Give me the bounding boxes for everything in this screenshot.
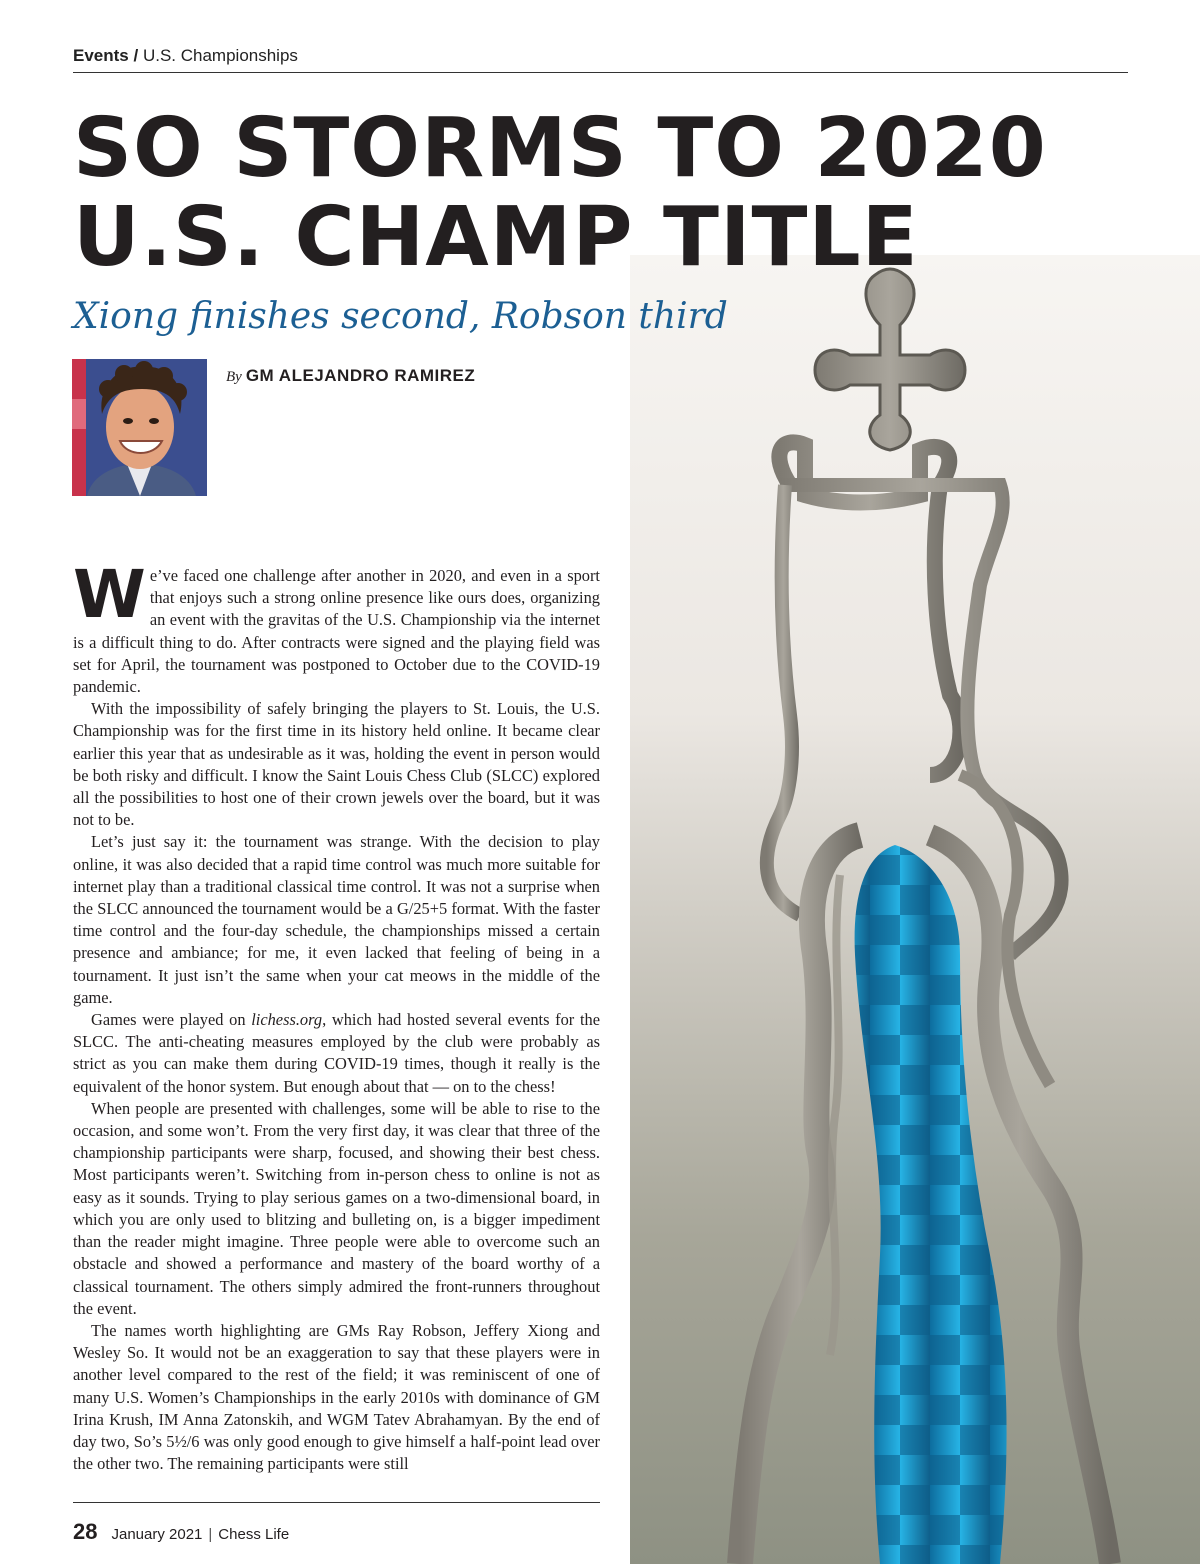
- author-photo: [72, 359, 207, 496]
- paragraph-4: [73, 1009, 600, 1098]
- magazine-name: Chess Life: [218, 1526, 290, 1543]
- section-breadcrumb: [73, 46, 1128, 66]
- paragraph-4-rest: , which had hosted several events for the SLCC. The anti-cheating measures employed by the club were probably as strict as you can make them during COVID-19 times, though it really is the equivalent of the honor system. But enough about that — on to the chess!: [73, 1010, 600, 1096]
- paragraph-2: With the impossibility of safely bringing the players to St. Louis, the U.S. Championship was for the first time in its history held online. It became clear earlier this year that as undesirable as it was, holding the event in person would be both risky and difficult. I know the Saint Louis Chess Club (SLCC) explored all the possibilities to host one of their crown jewels over the board, but it was not to be.: [73, 699, 600, 830]
- headline-line-1: SO STORMS TO 2020: [73, 101, 1047, 196]
- trophy-photo: [630, 255, 1200, 1564]
- headline-line-2: U.S. CHAMP TITLE: [73, 190, 919, 285]
- section-subcategory: U.S. Championships: [142, 46, 298, 65]
- section-divider: /: [133, 46, 139, 65]
- paragraph-3: Let’s just say it: the tournament was strange. With the decision to play online, it was also decided that a rapid time control was much more suitable for internet play than a traditional classical time control. It was not a surprise when the SLCC announced the tournament would be a G/25+5 format. With the faster time control and the four-day schedule, the championships missed a certain presence and ambiance; for me, it even lacked that feeling of being in a tournament. It just isn’t the same when your cat meows in the middle of the game.: [73, 832, 600, 1007]
- headline: [73, 101, 1073, 285]
- top-rule: [73, 72, 1128, 73]
- page-number: 28: [73, 1519, 98, 1544]
- author-name: GM ALEJANDRO RAMIREZ: [245, 366, 476, 385]
- bottom-rule: [73, 1502, 600, 1503]
- paragraph-4-lead: Games were played on: [91, 1010, 252, 1030]
- drop-cap: W: [73, 556, 146, 633]
- article-body: [73, 556, 600, 1475]
- page-footer: [73, 1519, 289, 1545]
- deck-subtitle: Xiong finishes second, Robson third: [73, 296, 728, 337]
- paragraph-6: The names worth highlighting are GMs Ray Robson, Jeffery Xiong and Wesley So. It would not be an exaggeration to say that these players were in another level compared to the rest of the field; it was reminiscent of one of many U.S. Women’s Championships in the early 2010s with dominance of GM Irina Krush, IM Anna Zatonskih, and WGM Tatev Abrahamyan. By the end of day two, So’s 5½/6 was only good enough to give himself a half-point lead over the other two. The remaining participants were still: [73, 1320, 600, 1474]
- issue-date: January 2021: [111, 1526, 203, 1543]
- byline: [226, 366, 475, 386]
- footer-separator: |: [208, 1526, 213, 1543]
- paragraph-5: When people are presented with challenges, some will be able to rise to the occasion, and some won’t. From the very first day, it was clear that three of the championship participants were sharp, focused, and showing their best chess. Most participants weren’t. Switching from in-person chess to online is not as easy as it sounds. Trying to play serious games on a two-dimensional board, in which you are only used to blitzing and bulleting on, is a bigger impediment than the reader might imagine. Three people were able to overcome such an obstacle and showed a performance and mastery of the board worthy of a classical tournament. The others simply admired the front-runners throughout the event.: [73, 1098, 600, 1318]
- paragraph-1-text: e’ve faced one challenge after another in 2020, and even in a sport that enjoys such a strong online presence like ours does, organizing an event with the gravitas of the U.S. Championship via the internet is a difficult thing to do. After contracts were signed and the playing field was set for April, the tournament was postponed to October due to the COVID-19 pandemic.: [73, 566, 600, 697]
- lichess-link[interactable]: lichess.org: [251, 1010, 323, 1030]
- byline-prefix: By: [226, 369, 242, 385]
- section-category: Events: [73, 46, 129, 65]
- paragraph-1: [73, 556, 600, 698]
